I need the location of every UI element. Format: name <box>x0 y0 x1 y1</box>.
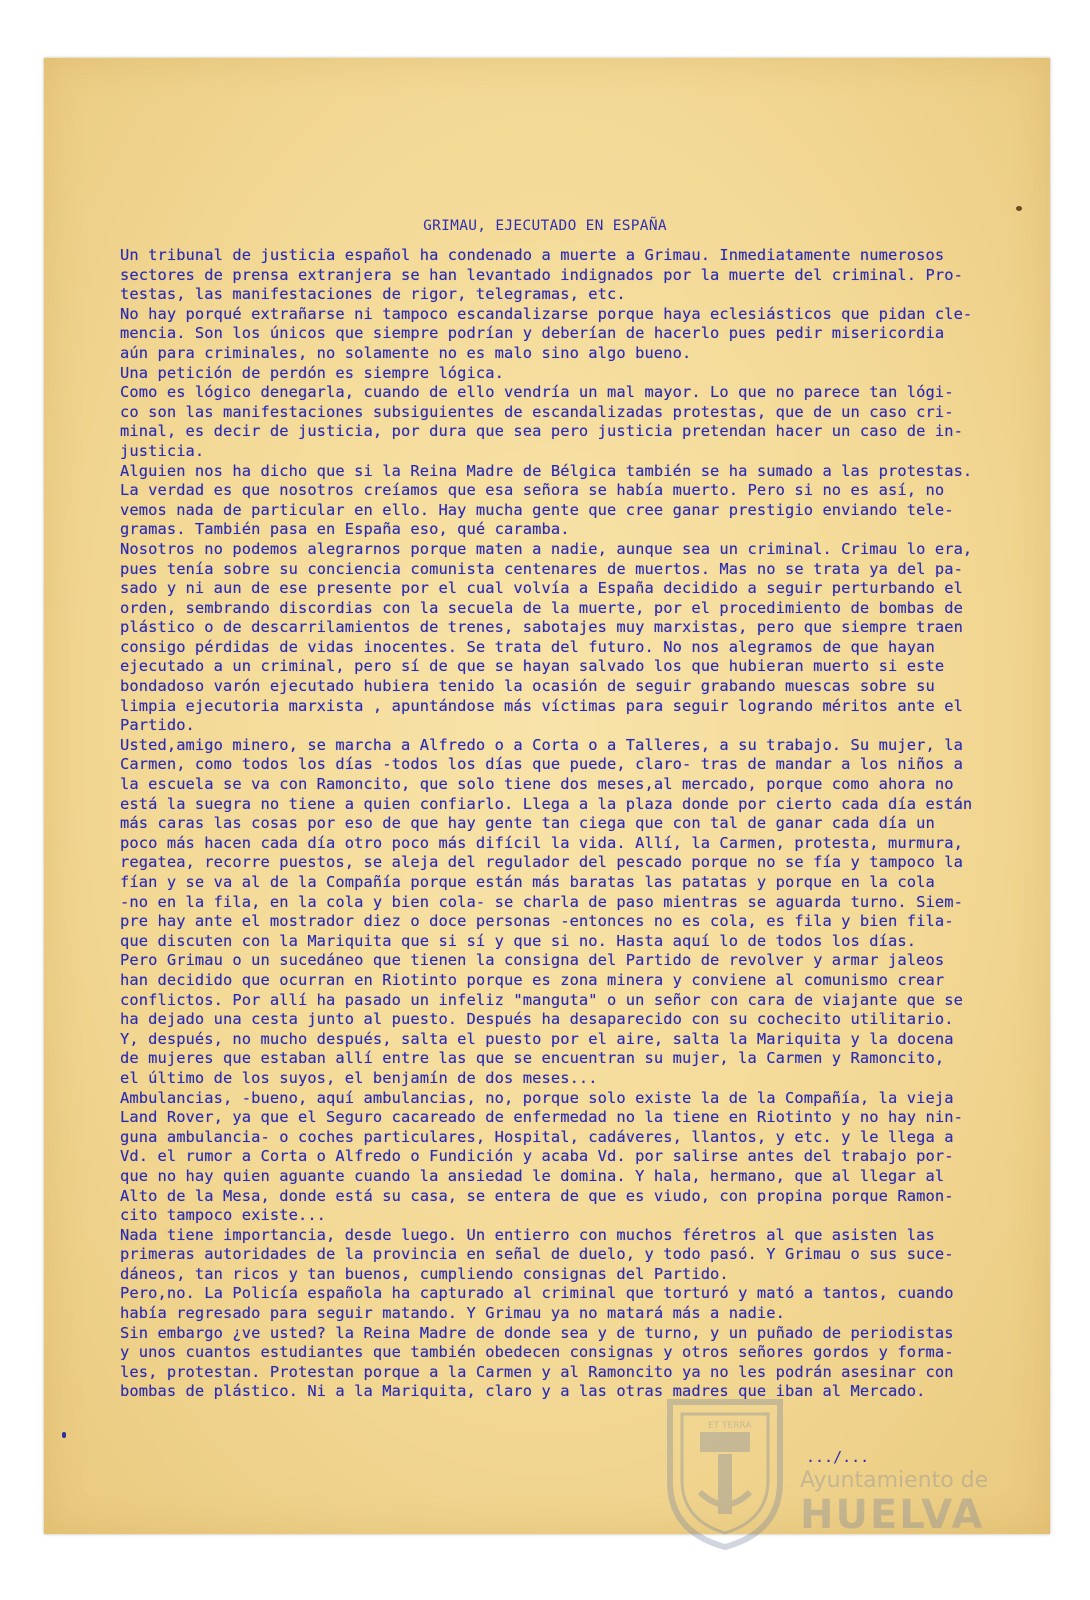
text-line: justicia. <box>120 441 205 460</box>
text-line: Ambulancias, -bueno, aquí ambulancias, no, porque solo existe la de la Compañía, la vieja <box>120 1088 954 1107</box>
text-line: que discuten con la Mariquita que si sí y que si no. Hasta aquí lo de todos los días. <box>120 931 917 950</box>
text-line: Nada tiene importancia, desde luego. Un entierro con muchos féretros al que asisten las <box>120 1225 935 1244</box>
huelva-watermark <box>660 1392 1020 1552</box>
text-line: que no hay quien aguante cuando la ansiedad le domina. Y hala, hermano, que al llegar al <box>120 1166 945 1185</box>
text-line: La verdad es que nosotros creíamos que esa señora se había muerto. Pero si no es así, no <box>120 481 945 500</box>
crest-caption: ET TERRA <box>708 1421 752 1431</box>
text-line: ejecutado a un criminal, pero sí de que se hayan salvado los que hubieran muerto si este <box>120 657 945 676</box>
text-line: fían y se va al de la Compañía porque están más baratas las patatas y porque en la cola <box>120 873 935 891</box>
text-line: pre hay ante el mostrador diez o doce personas -entonces no es cola, es fila y bien fila- <box>120 912 954 931</box>
continuation-mark: .../... <box>806 1448 870 1466</box>
text-line: No hay porqué extrañarse ni tampoco escandalizarse porque haya eclesiásticos que pidan cle- <box>120 304 973 323</box>
text-line: Alto de la Mesa, donde está su casa, se entera de que es viudo, con propina porque Ramon- <box>120 1186 954 1205</box>
text-line: el último de los suyos, el benjamín de dos meses... <box>120 1068 598 1087</box>
text-line: co son las manifestaciones subsiguientes de escandalizadas protestas, que de un caso cri- <box>120 402 954 421</box>
text-line: conflictos. Por allí ha pasado un infeliz "manguta" o un señor con cara de viajante que se <box>120 990 963 1009</box>
ink-stain <box>1016 206 1022 211</box>
text-line: Pero,no. La Policía española ha capturado al criminal que torturó y mató a tantos, cuando <box>120 1284 954 1303</box>
text-line: Partido. <box>120 716 195 735</box>
text-line: sectores de prensa extranjera se han levantado indignados por la muerte del criminal. Pro- <box>120 265 963 284</box>
text-line: han decidido que ocurran en Riotinto porque es zona minera y conviene al comunismo crear <box>120 970 945 989</box>
text-line: de mujeres que estaban allí entre las que se encuentran su mujer, la Carmen y Ramoncito, <box>120 1049 945 1068</box>
ink-dot <box>62 1432 66 1438</box>
document-body <box>120 246 1060 1402</box>
text-line: Sin embargo ¿ve usted? la Reina Madre de donde sea y de turno, y un puñado de periodistas <box>120 1323 954 1342</box>
watermark-line-2: HUELVA <box>800 1492 985 1538</box>
text-line: guna ambulancia- o coches particulares, Hospital, cadáveres, llantos, y etc. y le llega a <box>120 1127 954 1146</box>
text-line: plástico o de descarrilamientos de trenes, sabotajes muy marxistas, pero que siempre traen <box>120 618 963 637</box>
text-line: está la suegra no tiene a quien confiarlo. Llega a la plaza donde por cierto cada día están <box>120 794 973 813</box>
text-line: regatea, recorre puestos, se aleja del regulador del pescado porque no se fía y tampoco la <box>120 853 963 872</box>
text-line: bombas de plástico. Ni a la Mariquita, claro y a las otras madres que iban al Mercado. <box>120 1382 926 1401</box>
text-line: Como es lógico denegarla, cuando de ello vendría un mal mayor. Lo que no parece tan lógi- <box>120 383 954 402</box>
text-line: pues tenía sobre su conciencia comunista centenares de muertos. Mas no se trata ya del pa- <box>120 559 963 578</box>
text-line: orden, sembrando discordias con la secuela de la muerte, por el procedimiento de bombas de <box>120 598 963 617</box>
text-line: había regresado para seguir matando. Y Grimau ya no matará más a nadie. <box>120 1304 785 1323</box>
text-line: vemos nada de particular en ello. Hay mucha gente que cree ganar prestigio enviando tele- <box>120 500 954 519</box>
text-line: consigo pérdidas de vidas inocentes. Se trata del futuro. No nos alegramos de que hayan <box>120 637 935 656</box>
text-line: poco más hacen cada día otro poco más difícil la vida. Allí, la Carmen, protesta, murmura, <box>120 833 963 852</box>
text-line: Alguien nos ha dicho que si la Reina Madre de Bélgica también se ha sumado a las protestas. <box>120 461 973 480</box>
text-line: -no en la fila, en la cola y bien cola- se charla de paso mientras se aguarda turno. Siem- <box>120 892 963 911</box>
text-line: Pero Grimau o un sucedáneo que tienen la consigna del Partido de revolver y armar jaleos <box>120 951 945 970</box>
huelva-crest-icon <box>660 1392 790 1552</box>
text-line: la escuela se va con Ramoncito, que solo tiene dos meses,al mercado, porque como ahora no <box>120 775 954 794</box>
text-line: gramas. También pasa en España eso, qué caramba. <box>120 520 570 539</box>
text-line: y unos cuantos estudiantes que también obedecen consignas y otros señores gordos y forma- <box>120 1343 954 1362</box>
text-line: Land Rover, ya que el Seguro cacareado de enfermedad no la tiene en Riotinto y no hay nin- <box>120 1108 963 1127</box>
text-line: minal, es decir de justicia, por dura que sea pero justicia pretendan hacer un caso de in- <box>120 422 963 441</box>
text-line: limpia ejecutoria marxista , apuntándose más víctimas para seguir logrando méritos ante el <box>120 696 963 715</box>
text-line: Carmen, como todos los días -todos los días que puede, claro- tras de mandar a los niños a <box>120 755 963 774</box>
text-line: ha dejado una cesta junto al puesto. Después ha desaparecido con su cochecito utilitario. <box>120 1010 954 1029</box>
text-line: Un tribunal de justicia español ha condenado a muerte a Grimau. Inmediatamente numerosos <box>120 246 945 264</box>
watermark-line-1: Ayuntamiento de <box>800 1468 989 1493</box>
text-line: mencia. Son los únicos que siempre podrían y deberían de hacerlo pues pedir misericordia <box>120 324 945 343</box>
document-title: GRIMAU, EJECUTADO EN ESPAÑA <box>423 218 667 234</box>
text-line: Nosotros no podemos alegrarnos porque maten a nadie, aunque sea un criminal. Crimau lo era, <box>120 539 973 558</box>
text-line: testas, las manifestaciones de rigor, telegramas, etc. <box>120 285 626 304</box>
text-line: dáneos, tan ricos y tan buenos, cumpliendo consignas del Partido. <box>120 1264 729 1283</box>
text-line: primeras autoridades de la provincia en señal de duelo, y todo pasó. Y Grimau o sus suce- <box>120 1245 954 1264</box>
text-line: bondadoso varón ejecutado hubiera tenido la ocasión de seguir grabando muescas sobre su <box>120 677 935 696</box>
text-line: les, protestan. Protestan porque a la Carmen y al Ramoncito ya no les podrán asesinar con <box>120 1362 954 1381</box>
text-line: cito tampoco existe... <box>120 1206 327 1225</box>
text-line: Usted,amigo minero, se marcha a Alfredo o a Corta o a Talleres, a su trabajo. Su mujer, la <box>120 735 963 754</box>
text-line: Y, después, no mucho después, salta el puesto por el aire, salta la Mariquita y la docena <box>120 1029 954 1048</box>
text-line: sado y ni aun de ese presente por el cual volvía a España decidido a seguir perturbando el <box>120 579 963 598</box>
text-line: aún para criminales, no solamente no es malo sino algo bueno. <box>120 343 692 362</box>
text-line: Vd. el rumor a Corta o Alfredo o Fundición y acaba Vd. por salirse antes del trabajo por- <box>120 1147 954 1166</box>
text-line: más caras las cosas por eso de que hay gente tan ciega que con tal de ganar cada día un <box>120 814 935 833</box>
text-line: Una petición de perdón es siempre lógica. <box>120 363 505 382</box>
